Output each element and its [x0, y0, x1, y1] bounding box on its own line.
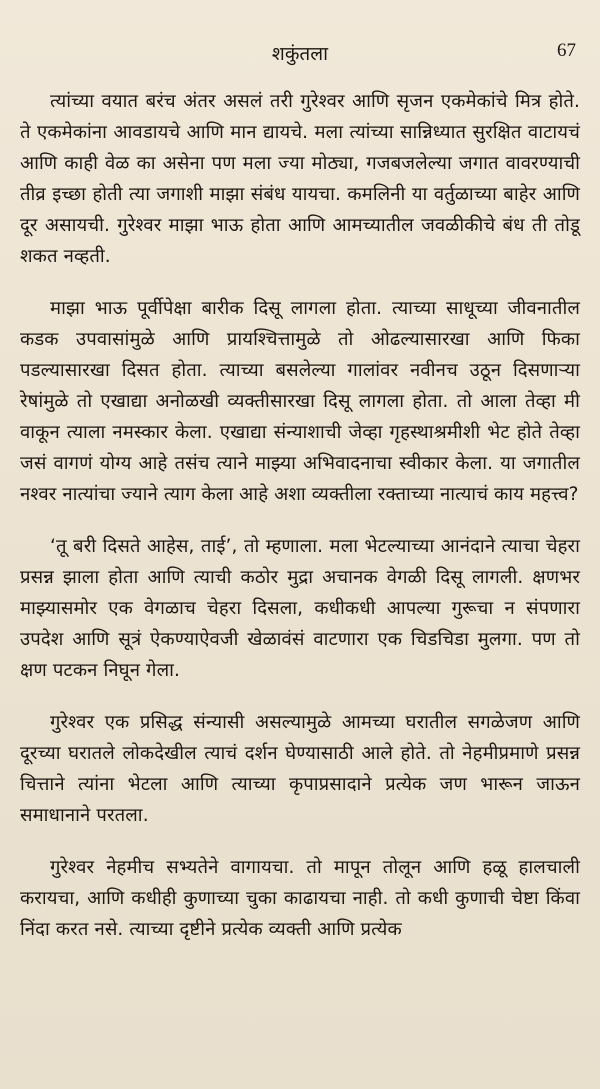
paragraph: गुरेश्वर नेहमीच सभ्यतेने वागायचा. तो मापून तोलून आणि हळू हालचाली करायचा, आणि कधीही कुणाच्या चुका काढायचा नाही. तो कधी कुणाची चेष्टा किंवा निंदा करत नसे. त्याच्या दृष्टीने प्रत्येक व्यक्ती आणि प्रत्येक	[20, 857, 580, 940]
paragraph: गुरेश्वर एक प्रसिद्ध संन्यासी असल्यामुळे आमच्या घरातील सगळेजण आणि दूरच्या घरातले लोकदेखील त्याचं दर्शन घेण्यासाठी आले होते. तो नेहमीप्रमाणे प्रसन्न चित्ताने त्यांना भेटला आणि त्याच्या कृपाप्रसादाने प्रत्येक जण भारून जाऊन समाधानाने परतला.	[20, 712, 580, 826]
body-text	[20, 86, 580, 945]
paragraph: माझा भाऊ पूर्वीपेक्षा बारीक दिसू लागला होता. त्याच्या साधूच्या जीवनातील कडक उपवासांमुळे आणि प्रायश्चित्तामुळे तो ओढल्यासारखा आणि फिका पडल्यासारखा दिसत होता. त्याच्या बसलेल्या गालांवर नवीनच उठून दिसणाऱ्या रेषांमुळे तो एखाद्या अनोळखी व्यक्तीसारखा दिसू लागला होता. तो आला तेव्हा मी वाकून त्याला नमस्कार केला. एखाद्या संन्याशाची जेव्हा गृहस्थाश्रमीशी भेट होते तेव्हा जसं वागणं योग्य आहे तसंच त्याने माझ्या अभिवादनाचा स्वीकार केला. या जगातील नश्वर नात्यांचा ज्याने त्याग केला आहे अशा व्यक्तीला रक्ताच्या नात्याचं काय महत्त्व?	[20, 298, 580, 505]
page-header	[20, 40, 580, 86]
page-number: 67	[557, 40, 576, 61]
paragraph: त्यांच्या वयात बरंच अंतर असलं तरी गुरेश्वर आणि सृजन एकमेकांचे मित्र होते. ते एकमेकांना आवडायचे आणि मान द्यायचे. मला त्यांच्या सान्निध्यात सुरक्षित वाटायचं आणि काही वेळ का असेना पण मला ज्या मोठ्या, गजबजलेल्या जगात वावरण्याची तीव्र इच्छा होती त्या जगाशी माझा संबंध यायचा. कमलिनी या वर्तुळाच्या बाहेर आणि दूर असायची. गुरेश्वर माझा भाऊ होता आणि आमच्यातील जवळीकीचे बंध ती तोडू शकत नव्हती.	[20, 91, 580, 267]
running-title: शकुंतला	[271, 43, 329, 65]
paragraph: ‘तू बरी दिसते आहेस, ताई’, तो म्हणाला. मला भेटल्याच्या आनंदाने त्याचा चेहरा प्रसन्न झाला होता आणि त्याची कठोर मुद्रा अचानक वेगळी दिसू लागली. क्षणभर माझ्यासमोर एक वेगळाच चेहरा दिसला, कधीकधी आपल्या गुरूचा न संपणारा उपदेश आणि सूत्रं ऐकण्याऐवजी खेळावंसं वाटणारा एक चिडचिडा मुलगा. पण तो क्षण पटकन निघून गेला.	[20, 536, 580, 681]
